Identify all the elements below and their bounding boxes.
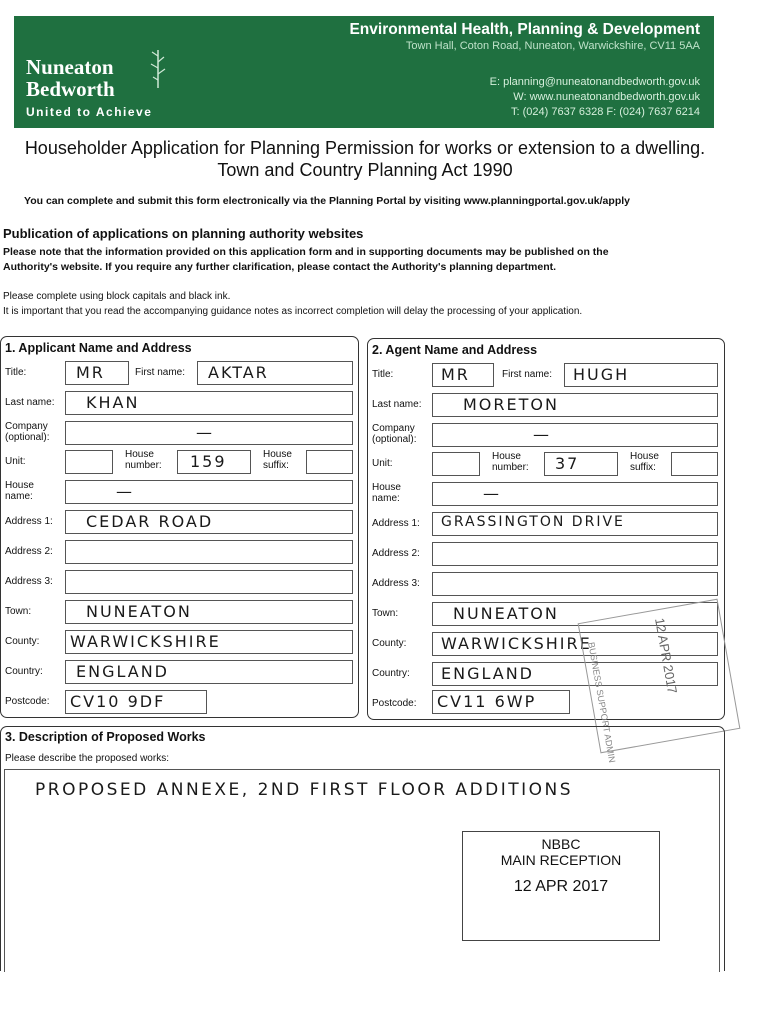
applicant-unit-label: Unit: <box>5 456 26 467</box>
applicant-title-value: MR <box>76 363 105 382</box>
agent-first-name-label: First name: <box>502 369 553 380</box>
agent-address3-label: Address 3: <box>372 578 420 589</box>
agent-house-name-field[interactable] <box>432 482 718 506</box>
agent-house-number-label: House number: <box>492 451 529 473</box>
agent-title-value: MR <box>441 365 470 384</box>
applicant-house-number-field[interactable] <box>177 450 251 474</box>
agent-town-label: Town: <box>372 608 399 619</box>
agent-country-value: ENGLAND <box>441 664 534 683</box>
org-website: W: www.nuneatonandbedworth.gov.uk <box>513 91 700 103</box>
publication-heading: Publication of applications on planning authority websites <box>3 226 364 241</box>
council-logo <box>26 56 115 100</box>
agent-county-value: WARWICKSHIRE <box>441 634 592 653</box>
agent-address2-field[interactable] <box>432 542 718 566</box>
agent-unit-field[interactable] <box>432 452 480 476</box>
agent-last-name-label: Last name: <box>372 399 422 410</box>
applicant-address3-field[interactable] <box>65 570 353 594</box>
reception-stamp-date: 12 APR 2017 <box>513 878 609 895</box>
agent-title-label: Title: <box>372 369 394 380</box>
header-banner <box>14 16 714 128</box>
applicant-first-name-label: First name: <box>135 367 186 378</box>
applicant-address2-label: Address 2: <box>5 546 53 557</box>
agent-title-field[interactable] <box>432 363 494 387</box>
applicant-county-field[interactable] <box>65 630 353 654</box>
agent-address2-label: Address 2: <box>372 548 420 559</box>
org-title: Environmental Health, Planning & Development <box>349 21 700 38</box>
agent-house-number-field[interactable] <box>544 452 618 476</box>
agent-country-label: Country: <box>372 668 410 679</box>
applicant-last-name-value: KHAN <box>86 393 140 412</box>
org-address: Town Hall, Coton Road, Nuneaton, Warwickshire, CV11 5AA <box>405 40 700 52</box>
applicant-address1-field[interactable] <box>65 510 353 534</box>
agent-postcode-value: CV11 6WP <box>437 692 537 711</box>
applicant-county-label: County: <box>5 636 40 647</box>
applicant-postcode-label: Postcode: <box>5 696 50 707</box>
applicant-address1-label: Address 1: <box>5 516 53 527</box>
logo-line1: Nuneaton <box>26 55 114 79</box>
agent-heading: 2. Agent Name and Address <box>372 343 538 357</box>
publication-line2: Authority's website. If you require any further clarification, please contact the Authority's planning department. <box>3 261 557 273</box>
agent-first-name-field[interactable] <box>564 363 718 387</box>
form-title: Householder Application for Planning Permission for works or extension to a dwelling. <box>24 138 706 158</box>
applicant-town-field[interactable] <box>65 600 353 624</box>
applicant-postcode-value: CV10 9DF <box>70 692 166 711</box>
applicant-company-value: — <box>196 423 214 442</box>
instructions-line1: Please complete using block capitals and black ink. <box>3 291 231 302</box>
agent-company-label: Company (optional): <box>372 423 417 445</box>
applicant-town-value: NUNEATON <box>86 602 192 621</box>
agent-address1-value: GRASSINGTON DRIVE <box>441 514 625 530</box>
instructions-line2: It is important that you read the accompanying guidance notes as incorrect completion will delay the processing of your application. <box>3 306 583 317</box>
applicant-house-number-value: 159 <box>190 452 227 471</box>
agent-house-number-value: 37 <box>555 454 580 473</box>
applicant-country-label: Country: <box>5 666 43 677</box>
applicant-house-name-field[interactable] <box>65 480 353 504</box>
tree-icon <box>148 46 168 90</box>
agent-address1-label: Address 1: <box>372 518 420 529</box>
agent-address1-field[interactable] <box>432 512 718 536</box>
applicant-address2-field[interactable] <box>65 540 353 564</box>
received-stamp-text: BUSINESS SUPPORT ADMIN <box>586 641 618 764</box>
applicant-county-value: WARWICKSHIRE <box>70 632 221 651</box>
applicant-address1-value: CEDAR ROAD <box>86 512 214 531</box>
agent-house-name-label: House name: <box>372 482 401 504</box>
applicant-postcode-field[interactable] <box>65 690 207 714</box>
agent-postcode-field[interactable] <box>432 690 570 714</box>
applicant-heading: 1. Applicant Name and Address <box>5 341 192 355</box>
applicant-house-name-label: House name: <box>5 480 34 502</box>
agent-postcode-label: Postcode: <box>372 698 417 709</box>
works-heading: 3. Description of Proposed Works <box>5 730 206 744</box>
applicant-first-name-value: AKTAR <box>208 363 269 382</box>
works-prompt: Please describe the proposed works: <box>5 753 169 764</box>
applicant-country-field[interactable] <box>65 660 353 684</box>
applicant-country-value: ENGLAND <box>76 662 169 681</box>
received-stamp-date: 12 APR 2017 <box>652 616 681 695</box>
agent-house-suffix-field[interactable] <box>671 452 718 476</box>
reception-stamp-line2: MAIN RECEPTION <box>500 852 622 868</box>
applicant-house-name-value: — <box>116 482 134 501</box>
agent-unit-label: Unit: <box>372 458 393 469</box>
org-phone: T: (024) 7637 6328 F: (024) 7637 6214 <box>511 106 700 118</box>
intro-text: You can complete and submit this form electronically via the Planning Portal by visiting www.planningportal.gov.uk/apply <box>24 195 630 207</box>
agent-company-field[interactable] <box>432 423 718 447</box>
applicant-title-field[interactable] <box>65 361 129 385</box>
agent-house-suffix-label: House suffix: <box>630 451 659 473</box>
motto: United to Achieve <box>26 105 153 119</box>
agent-last-name-field[interactable] <box>432 393 718 417</box>
org-email: E: planning@nuneatonandbedworth.gov.uk <box>489 76 700 88</box>
reception-stamp <box>462 831 660 941</box>
agent-last-name-value: MORETON <box>463 395 559 414</box>
agent-house-name-value: — <box>483 484 501 503</box>
applicant-last-name-label: Last name: <box>5 397 55 408</box>
applicant-company-label: Company (optional): <box>5 421 50 443</box>
applicant-company-field[interactable] <box>65 421 353 445</box>
publication-line1: Please note that the information provided on this application form and in supporting documents may be published on the <box>3 246 609 258</box>
applicant-section <box>0 336 359 718</box>
reception-stamp-line1: NBBC <box>541 836 581 852</box>
applicant-title-label: Title: <box>5 367 27 378</box>
applicant-first-name-field[interactable] <box>197 361 353 385</box>
agent-company-value: — <box>533 425 551 444</box>
applicant-address3-label: Address 3: <box>5 576 53 587</box>
agent-town-value: NUNEATON <box>453 604 559 623</box>
applicant-house-number-label: House number: <box>125 449 162 471</box>
agent-county-label: County: <box>372 638 407 649</box>
applicant-house-suffix-label: House suffix: <box>263 449 292 471</box>
form-subtitle: Town and Country Planning Act 1990 <box>217 160 513 180</box>
agent-address3-field[interactable] <box>432 572 718 596</box>
applicant-house-suffix-field[interactable] <box>306 450 353 474</box>
agent-first-name-value: HUGH <box>573 365 630 384</box>
logo-line2: Bedworth <box>26 77 115 101</box>
applicant-unit-field[interactable] <box>65 450 113 474</box>
applicant-last-name-field[interactable] <box>65 391 353 415</box>
applicant-town-label: Town: <box>5 606 32 617</box>
works-description-value: PROPOSED ANNEXE, 2ND FIRST FLOOR ADDITIONS <box>35 780 574 800</box>
